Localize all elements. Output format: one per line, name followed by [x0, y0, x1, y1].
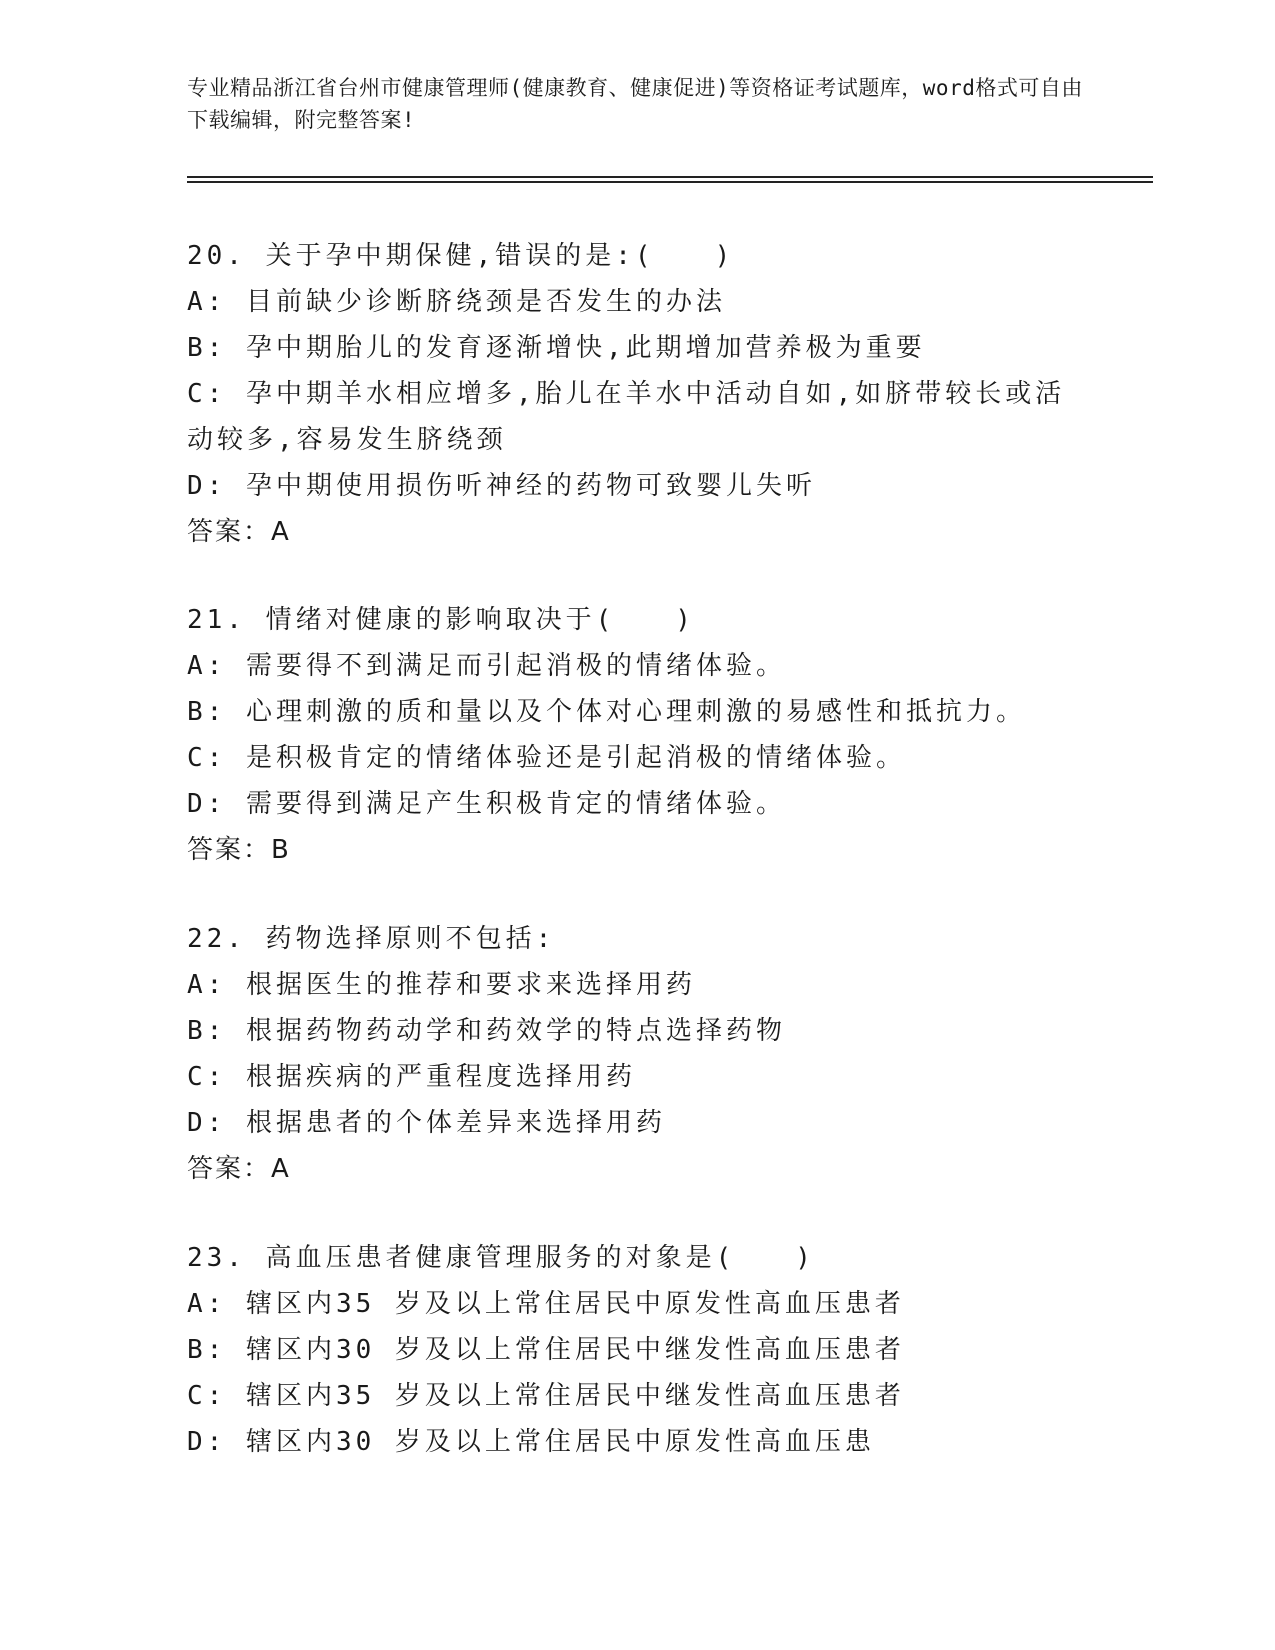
option-b: B: 孕中期胎儿的发育逐渐增快,此期增加营养极为重要	[187, 333, 926, 363]
answer: 答案：A	[187, 1154, 291, 1184]
question-stem: 22. 药物选择原则不包括:	[187, 924, 556, 954]
question-stem: 23. 高血压患者健康管理服务的对象是( )	[187, 1243, 815, 1273]
option-c: C: 辖区内35 岁及以上常住居民中继发性高血压患者	[187, 1381, 905, 1411]
question-21	[187, 597, 1087, 873]
question-stem: 20. 关于孕中期保健,错误的是:( )	[187, 241, 735, 271]
option-d: D: 需要得到满足产生积极肯定的情绪体验。	[187, 789, 786, 819]
option-b: B: 辖区内30 岁及以上常住居民中继发性高血压患者	[187, 1335, 905, 1365]
question-20	[187, 233, 1087, 555]
option-c: C: 孕中期羊水相应增多,胎儿在羊水中活动自如,如脐带较长或活动较多,容易发生脐绕颈	[187, 379, 1066, 455]
document-header	[187, 72, 1087, 136]
option-c: C: 根据疾病的严重程度选择用药	[187, 1062, 636, 1092]
option-c: C: 是积极肯定的情绪体验还是引起消极的情绪体验。	[187, 743, 906, 773]
header-text: 专业精品浙江省台州市健康管理师(健康教育、健康促进)等资格证考试题库，word格式可自由下载编辑，附完整答案!	[187, 76, 1083, 132]
option-a: A: 辖区内35 岁及以上常住居民中原发性高血压患者	[187, 1289, 905, 1319]
option-a: A: 需要得不到满足而引起消极的情绪体验。	[187, 651, 786, 681]
header-rule-top	[187, 176, 1153, 178]
option-d: D: 根据患者的个体差异来选择用药	[187, 1108, 666, 1138]
answer: 答案：B	[187, 835, 291, 865]
option-a: A: 根据医生的推荐和要求来选择用药	[187, 970, 696, 1000]
option-d: D: 辖区内30 岁及以上常住居民中原发性高血压患	[187, 1427, 875, 1457]
header-rule-bottom	[187, 181, 1153, 183]
answer: 答案：A	[187, 517, 291, 547]
question-23	[187, 1235, 1087, 1465]
option-d: D: 孕中期使用损伤听神经的药物可致婴儿失听	[187, 471, 816, 501]
option-b: B: 根据药物药动学和药效学的特点选择药物	[187, 1016, 786, 1046]
option-a: A: 目前缺少诊断脐绕颈是否发生的办法	[187, 287, 726, 317]
question-22	[187, 916, 1087, 1192]
question-stem: 21. 情绪对健康的影响取决于( )	[187, 605, 695, 635]
option-b: B: 心理刺激的质和量以及个体对心理刺激的易感性和抵抗力。	[187, 697, 1026, 727]
